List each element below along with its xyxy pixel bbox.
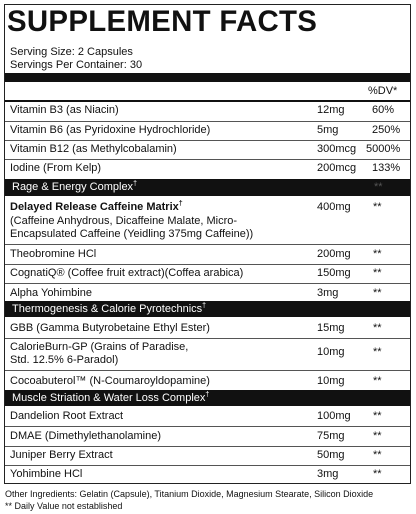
ingredient-amount: 150mg	[317, 267, 351, 279]
ingredient-amount: 75mg	[317, 430, 345, 442]
ingredient-dv: **	[373, 468, 382, 480]
nutrient-amount: 5mg	[317, 124, 339, 136]
ingredient-name: Alpha Yohimbine	[10, 287, 92, 299]
section-title: Thermogenesis & Calorie Pyrotechnics	[12, 303, 203, 315]
ingredient-amount: 400mg	[317, 201, 351, 213]
nutrient-dv: 133%	[372, 162, 401, 174]
description-line: (Caffeine Anhydrous, Dicaffeine Malate, Micro-	[10, 215, 238, 227]
description-line: Encapsulated Caffeine (Yeidling 375mg Caffeine))	[10, 228, 254, 240]
ingredient-amount: 15mg	[317, 322, 345, 334]
row-divider	[5, 121, 410, 122]
row-divider	[5, 283, 410, 284]
ingredient-dv: **	[373, 322, 382, 334]
ingredient-amount: 10mg	[317, 346, 345, 358]
other-ingredients: Other Ingredients: Gelatin (Capsule), Titanium Dioxide, Magnesium Stearate, Silicon Dioxide	[5, 489, 374, 499]
ingredient-name: GBB (Gamma Butyrobetaine Ethyl Ester)	[10, 322, 210, 334]
nutrient-name: Iodine (From Kelp)	[10, 162, 102, 174]
row-divider	[5, 465, 410, 466]
nutrient-dv: 250%	[372, 124, 401, 136]
nutrient-amount: 200mcg	[317, 162, 357, 174]
thick-divider	[5, 73, 410, 82]
row-divider	[5, 426, 410, 427]
ingredient-amount: 10mg	[317, 375, 345, 387]
ingredient-dv: **	[373, 375, 382, 387]
dagger-mark: †	[133, 180, 137, 188]
nutrient-amount: 12mg	[317, 104, 345, 116]
ingredient-name: CalorieBurn-GP (Grains of Paradise,	[10, 341, 189, 353]
ingredient-name: Theobromine HCl	[10, 248, 97, 260]
dagger-mark: †	[178, 200, 183, 208]
section-dv: **	[374, 181, 383, 193]
ingredient-name: Delayed Release Caffeine Matrix	[10, 201, 179, 213]
ingredient-dv: **	[373, 430, 382, 442]
ingredient-dv: **	[373, 201, 382, 213]
ingredient-name: DMAE (Dimethylethanolamine)	[10, 430, 161, 442]
ingredient-amount: 50mg	[317, 449, 345, 461]
row-divider	[5, 159, 410, 160]
ingredient-dv: **	[373, 449, 382, 461]
ingredient-amount: 3mg	[317, 468, 339, 480]
nutrient-amount: 300mcg	[317, 143, 357, 155]
dagger-mark: †	[202, 302, 207, 310]
section-header-rage-energy	[5, 179, 410, 196]
ingredient-dv: **	[373, 267, 382, 279]
ingredient-dv: **	[373, 346, 382, 358]
row-divider	[5, 446, 410, 447]
row-divider	[5, 370, 410, 371]
ingredient-dv: **	[373, 248, 382, 260]
section-header-thermogenesis	[5, 301, 410, 317]
nutrient-dv: 60%	[372, 104, 395, 116]
ingredient-dv: **	[373, 410, 382, 422]
ingredient-amount: 200mg	[317, 248, 351, 260]
header-divider	[5, 100, 410, 102]
row-divider	[5, 244, 410, 245]
row-divider	[5, 140, 410, 141]
nutrient-name: Vitamin B6 (as Pyridoxine Hydrochloride)	[10, 124, 211, 136]
nutrient-dv: 5000%	[366, 143, 401, 155]
row-divider	[5, 338, 410, 339]
ingredient-name: Cocoabuterol™ (N-Coumaroyldopamine)	[10, 375, 210, 387]
ingredient-name: Dandelion Root Extract	[10, 410, 124, 422]
dv-header: %DV*	[368, 85, 398, 97]
serving-size: Serving Size: 2 Capsules	[10, 46, 133, 58]
nutrient-name: Vitamin B3 (as Niacin)	[10, 104, 119, 116]
ingredient-name: Std. 12.5% 6-Paradol)	[10, 354, 119, 366]
ingredient-dv: **	[373, 287, 382, 299]
section-title: Muscle Striation & Water Loss Complex	[12, 392, 206, 404]
row-divider	[5, 264, 410, 265]
servings-per-container: Servings Per Container: 30	[10, 59, 143, 71]
ingredient-amount: 3mg	[317, 287, 339, 299]
ingredient-name: CognatiQ® (Coffee fruit extract)(Coffea arabica)	[10, 267, 244, 279]
section-title: Rage & Energy Complex	[12, 181, 134, 193]
dagger-mark: †	[205, 391, 210, 399]
ingredient-name: Juniper Berry Extract	[10, 449, 113, 461]
daily-value-note: ** Daily Value not established	[5, 501, 123, 511]
ingredient-name: Yohimbine HCl	[10, 468, 83, 480]
ingredient-amount: 100mg	[317, 410, 351, 422]
nutrient-name: Vitamin B12 (as Methylcobalamin)	[10, 143, 177, 155]
supplement-facts-panel	[4, 4, 411, 484]
panel-title: SUPPLEMENT FACTS	[7, 5, 318, 38]
section-header-muscle-striation	[5, 390, 410, 406]
